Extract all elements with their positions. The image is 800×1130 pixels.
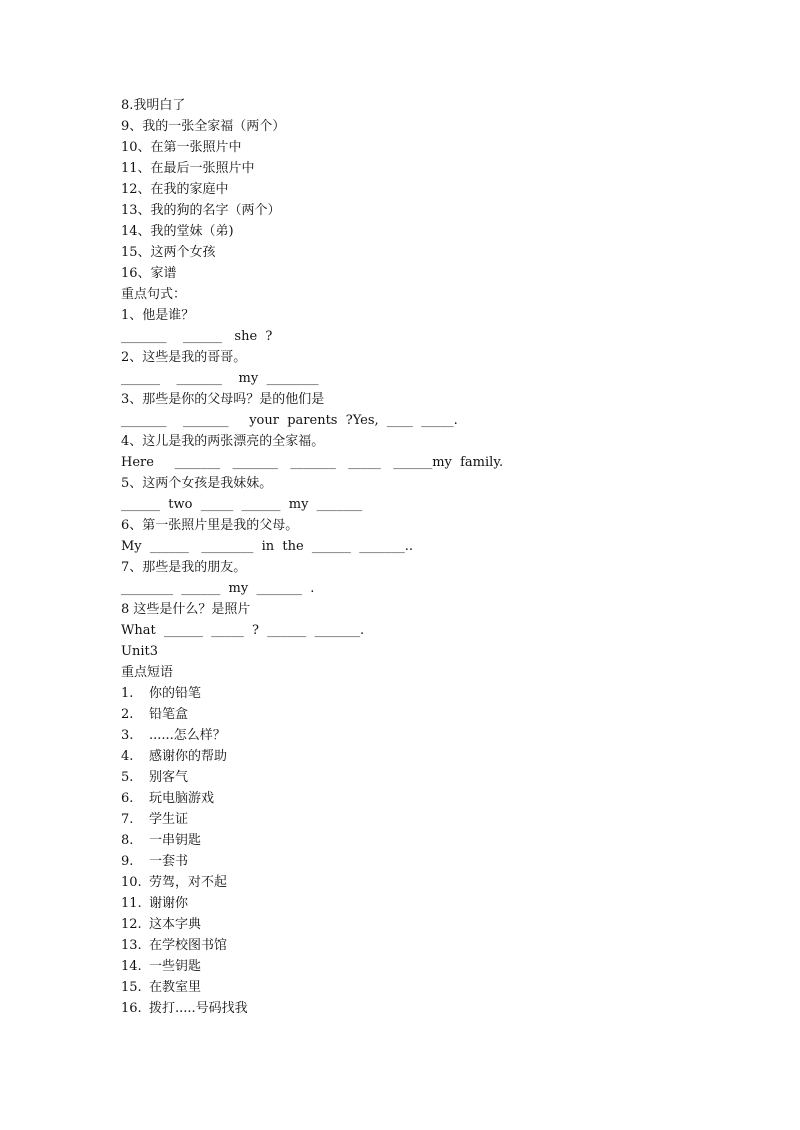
item-number: 16. bbox=[121, 1001, 142, 1016]
text-line: 15、这两个女孩 bbox=[121, 245, 216, 260]
list-item bbox=[121, 872, 741, 893]
phrase-list bbox=[121, 683, 741, 1019]
item-number: 12. bbox=[121, 917, 142, 932]
list-item bbox=[121, 746, 741, 767]
text-line: 13、我的狗的名字（两个） bbox=[121, 203, 281, 218]
text-line: 6、第一张照片里是我的父母。 bbox=[121, 518, 299, 533]
text-line: 9、我的一张全家福（两个） bbox=[121, 119, 286, 134]
text-line: 14、我的堂妹（弟) bbox=[121, 224, 234, 239]
fill-blank-line: Here _______ _______ _______ _____ ______my family. bbox=[121, 455, 504, 470]
item-text: 玩电脑游戏 bbox=[149, 791, 215, 806]
text-line: 16、家谱 bbox=[121, 266, 177, 281]
item-text: 在教室里 bbox=[149, 980, 202, 995]
item-number: 8. bbox=[121, 833, 134, 848]
list-item bbox=[121, 725, 741, 746]
text-line: 4、这儿是我的两张漂亮的全家福。 bbox=[121, 434, 325, 449]
item-text: 你的铅笔 bbox=[149, 686, 202, 701]
item-text: 感谢你的帮助 bbox=[149, 749, 228, 764]
list-item bbox=[121, 683, 741, 704]
item-text: 一套书 bbox=[149, 854, 189, 869]
fill-blank-line: ______ two _____ ______ my _______ bbox=[121, 497, 363, 512]
item-number: 10. bbox=[121, 875, 142, 890]
fill-blank-line: What ______ _____ ? ______ _______. bbox=[121, 623, 365, 638]
item-text: 一些钥匙 bbox=[149, 959, 202, 974]
text-line: 3、那些是你的父母吗？是的他们是 bbox=[121, 392, 325, 407]
item-text: ......怎么样？ bbox=[149, 728, 226, 743]
list-item bbox=[121, 977, 741, 998]
list-item bbox=[121, 851, 741, 872]
text-line: 7、那些是我的朋友。 bbox=[121, 560, 247, 575]
item-number: 15. bbox=[121, 980, 142, 995]
item-number: 1. bbox=[121, 686, 134, 701]
text-line: 1、他是谁？ bbox=[121, 308, 195, 323]
text-line: 8 这些是什么？是照片 bbox=[121, 602, 251, 617]
item-number: 11. bbox=[121, 896, 142, 911]
document-page bbox=[121, 95, 741, 1019]
item-number: 9. bbox=[121, 854, 134, 869]
item-text: 拨打.....号码找我 bbox=[149, 1001, 248, 1016]
list-item bbox=[121, 935, 741, 956]
item-text: 学生证 bbox=[149, 812, 189, 827]
item-number: 2. bbox=[121, 707, 134, 722]
item-number: 14. bbox=[121, 959, 142, 974]
item-text: 劳驾，对不起 bbox=[149, 875, 228, 890]
text-line: 12、在我的家庭中 bbox=[121, 182, 229, 197]
section-heading: 重点句式： bbox=[121, 287, 187, 302]
list-item bbox=[121, 830, 741, 851]
item-number: 5. bbox=[121, 770, 134, 785]
list-item bbox=[121, 956, 741, 977]
item-number: 4. bbox=[121, 749, 134, 764]
fill-blank-line: _______ _______ your parents ?Yes, ____ _____. bbox=[121, 413, 458, 428]
item-text: 这本字典 bbox=[149, 917, 202, 932]
list-item bbox=[121, 998, 741, 1019]
unit-heading: Unit3 bbox=[121, 644, 158, 659]
text-line: 11、在最后一张照片中 bbox=[121, 161, 255, 176]
item-text: 一串钥匙 bbox=[149, 833, 202, 848]
text-line: 10、在第一张照片中 bbox=[121, 140, 242, 155]
item-number: 6. bbox=[121, 791, 134, 806]
fill-blank-line: ________ ______ my _______ . bbox=[121, 581, 315, 596]
item-text: 别客气 bbox=[149, 770, 189, 785]
item-number: 7. bbox=[121, 812, 134, 827]
list-item bbox=[121, 704, 741, 725]
item-number: 13. bbox=[121, 938, 142, 953]
list-item bbox=[121, 809, 741, 830]
list-item bbox=[121, 788, 741, 809]
section-heading: 重点短语 bbox=[121, 665, 174, 680]
text-block bbox=[121, 95, 741, 683]
text-line: 8.我明白了 bbox=[121, 98, 186, 113]
item-text: 铅笔盒 bbox=[149, 707, 189, 722]
item-text: 谢谢你 bbox=[149, 896, 189, 911]
fill-blank-line: _______ ______ she ? bbox=[121, 329, 273, 344]
fill-blank-line: My ______ ________ in the ______ _______.. bbox=[121, 539, 413, 554]
item-number: 3. bbox=[121, 728, 134, 743]
list-item bbox=[121, 767, 741, 788]
text-line: 2、这些是我的哥哥。 bbox=[121, 350, 247, 365]
text-line: 5、这两个女孩是我妹妹。 bbox=[121, 476, 273, 491]
list-item bbox=[121, 893, 741, 914]
list-item bbox=[121, 914, 741, 935]
item-text: 在学校图书馆 bbox=[149, 938, 228, 953]
fill-blank-line: ______ _______ my ________ bbox=[121, 371, 319, 386]
